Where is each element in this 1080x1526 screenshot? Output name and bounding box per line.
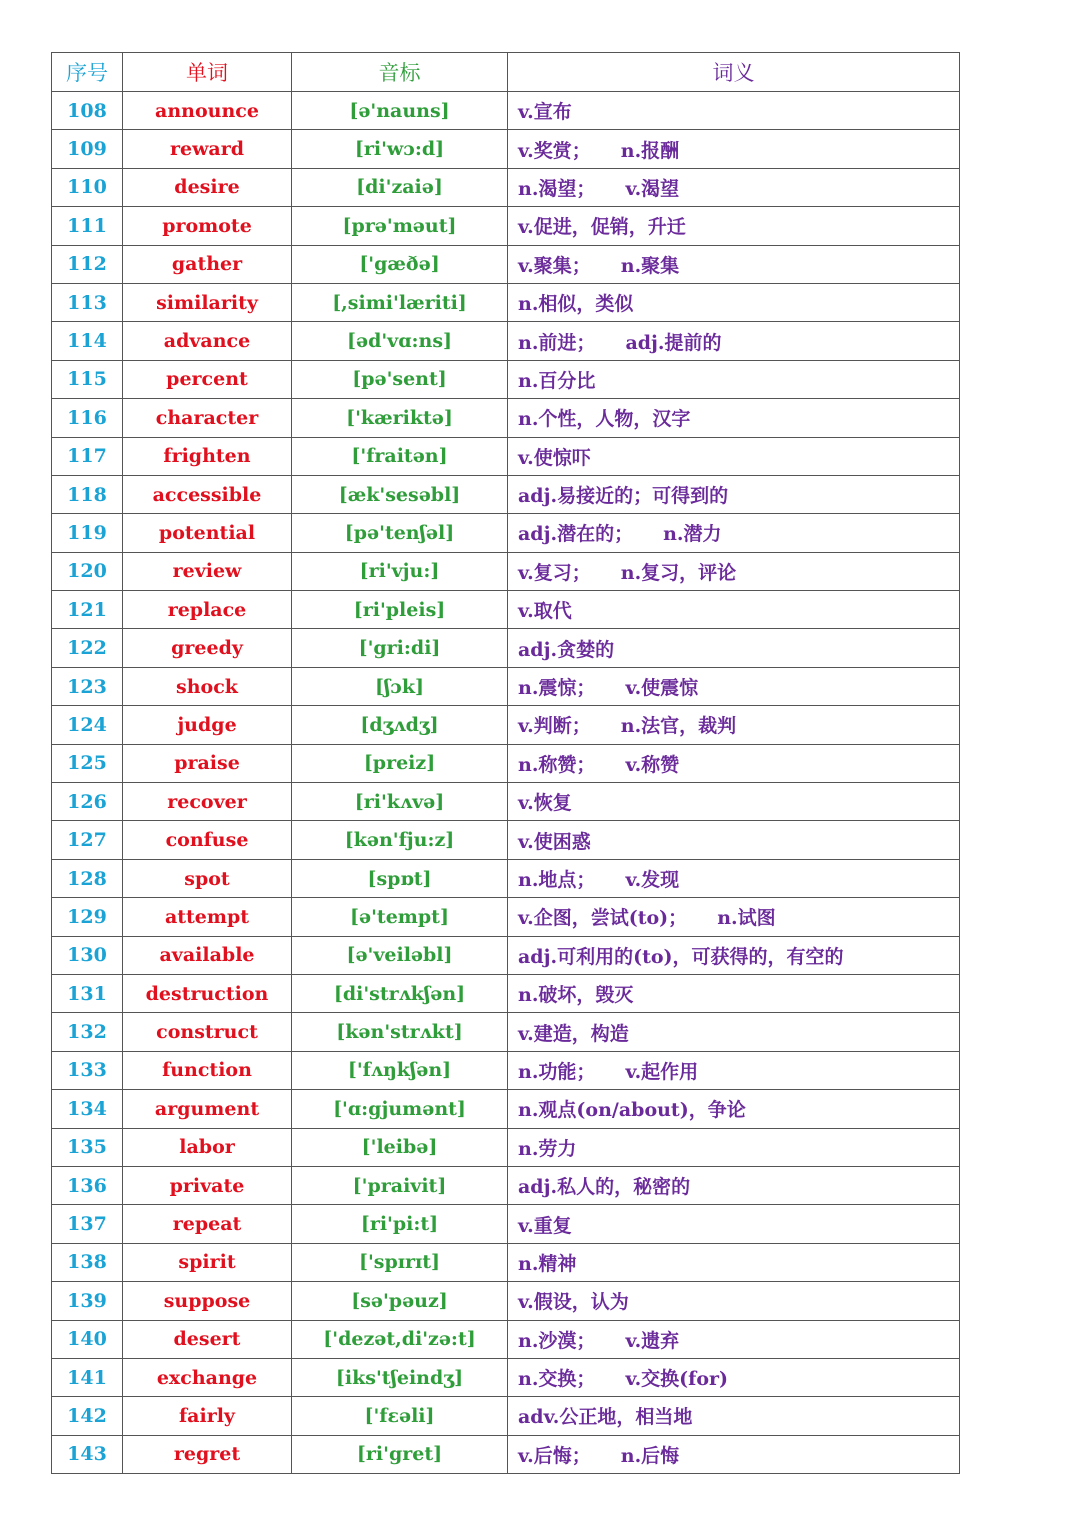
table-row — [52, 399, 960, 437]
table-row — [52, 1205, 960, 1243]
meaning-cell — [508, 322, 960, 360]
meaning-part: n.渴望； — [518, 177, 596, 200]
table-row — [52, 629, 960, 667]
meaning-part: n.潜力 — [663, 523, 722, 546]
word-cell: reward — [123, 130, 292, 168]
row-number: 118 — [52, 475, 123, 513]
phonetic-cell: ['ɑ:gjumənt] — [292, 1090, 508, 1128]
word-cell: shock — [123, 667, 292, 705]
table-row — [52, 1090, 960, 1128]
word-cell: announce — [123, 92, 292, 130]
meaning-part: n.称赞； — [518, 753, 596, 776]
meaning-part: n.劳力 — [518, 1137, 577, 1160]
phonetic-cell: [dʒʌdʒ] — [292, 706, 508, 744]
header-row — [52, 53, 960, 92]
meaning-cell — [508, 1320, 960, 1358]
meaning-cell — [508, 974, 960, 1012]
meaning-cell — [508, 783, 960, 821]
meaning-cell — [508, 475, 960, 513]
word-cell: destruction — [123, 974, 292, 1012]
meaning-part: adj.贪婪的 — [518, 638, 615, 661]
row-number: 129 — [52, 898, 123, 936]
word-cell: argument — [123, 1090, 292, 1128]
phonetic-cell: [kən'strʌkt] — [292, 1013, 508, 1051]
meaning-cell — [508, 1166, 960, 1204]
meaning-part: v.判断； — [518, 715, 591, 738]
meaning-part: n.交换； — [518, 1368, 596, 1391]
meaning-cell — [508, 821, 960, 859]
table-row — [52, 1320, 960, 1358]
meaning-part: adj.可利用的(to)，可获得的，有空的 — [518, 945, 844, 968]
meaning-part: v.假设，认为 — [518, 1291, 629, 1314]
meaning-part: v.发现 — [625, 869, 680, 891]
table-row — [52, 514, 960, 552]
header-word: 单词 — [123, 53, 292, 92]
phonetic-cell: [ə'veiləbl] — [292, 936, 508, 974]
meaning-part: n.个性，人物，汉字 — [518, 408, 691, 431]
phonetic-cell: [ə'nauns] — [292, 92, 508, 130]
meaning-part: n.百分比 — [518, 369, 596, 392]
meaning-part: n.地点； — [518, 869, 596, 891]
word-cell: available — [123, 936, 292, 974]
meaning-cell — [508, 859, 960, 897]
word-cell: replace — [123, 591, 292, 629]
word-cell: desert — [123, 1320, 292, 1358]
word-cell: potential — [123, 514, 292, 552]
word-cell: function — [123, 1051, 292, 1089]
meaning-part: v.恢复 — [518, 792, 572, 815]
header-number: 序号 — [52, 53, 123, 92]
meaning-part: v.宣布 — [518, 101, 572, 124]
row-number: 110 — [52, 168, 123, 206]
meaning-part: n.试图 — [717, 907, 776, 930]
table-row — [52, 1128, 960, 1166]
phonetic-cell: ['spɪrɪt] — [292, 1243, 508, 1281]
word-cell: promote — [123, 207, 292, 245]
row-number: 124 — [52, 706, 123, 744]
table-row — [52, 667, 960, 705]
table-row — [52, 283, 960, 321]
meaning-part: n.沙漠； — [518, 1329, 596, 1352]
meaning-part: v.企图，尝试(to)； — [518, 907, 688, 930]
meaning-cell — [508, 130, 960, 168]
row-number: 125 — [52, 744, 123, 782]
row-number: 133 — [52, 1051, 123, 1089]
word-cell: attempt — [123, 898, 292, 936]
table-row — [52, 130, 960, 168]
phonetic-cell: [spɒt] — [292, 859, 508, 897]
row-number: 109 — [52, 130, 123, 168]
table-row — [52, 591, 960, 629]
table-row — [52, 1243, 960, 1281]
row-number: 142 — [52, 1397, 123, 1435]
word-cell: character — [123, 399, 292, 437]
row-number: 134 — [52, 1090, 123, 1128]
phonetic-cell: [iks'tʃeindʒ] — [292, 1358, 508, 1396]
word-cell: private — [123, 1166, 292, 1204]
header-meaning: 词义 — [508, 53, 960, 92]
row-number: 131 — [52, 974, 123, 1012]
phonetic-cell: ['fraitən] — [292, 437, 508, 475]
meaning-part: v.使震惊 — [625, 677, 699, 700]
row-number: 138 — [52, 1243, 123, 1281]
row-number: 128 — [52, 859, 123, 897]
phonetic-cell: ['praivit] — [292, 1166, 508, 1204]
meaning-part: v.起作用 — [625, 1060, 699, 1083]
row-number: 130 — [52, 936, 123, 974]
phonetic-cell: [əd'vɑ:ns] — [292, 322, 508, 360]
meaning-cell — [508, 1243, 960, 1281]
phonetic-cell: [,simi'læriti] — [292, 283, 508, 321]
phonetic-cell: [ri'pi:t] — [292, 1205, 508, 1243]
table-row — [52, 936, 960, 974]
meaning-cell — [508, 629, 960, 667]
meaning-part: n.后悔 — [620, 1444, 680, 1467]
meaning-cell — [508, 552, 960, 590]
phonetic-cell: [pə'tenʃəl] — [292, 514, 508, 552]
meaning-cell — [508, 1358, 960, 1396]
meaning-cell — [508, 936, 960, 974]
phonetic-cell: [kən'fju:z] — [292, 821, 508, 859]
meaning-cell — [508, 168, 960, 206]
table-header — [52, 53, 960, 92]
table-row — [52, 1013, 960, 1051]
meaning-part: n.相似，类似 — [518, 293, 634, 316]
phonetic-cell: ['fɛəli] — [292, 1397, 508, 1435]
word-cell: confuse — [123, 821, 292, 859]
row-number: 127 — [52, 821, 123, 859]
meaning-part: v.建造，构造 — [518, 1022, 629, 1045]
phonetic-cell: ['leibə] — [292, 1128, 508, 1166]
word-cell: exchange — [123, 1358, 292, 1396]
meaning-cell — [508, 399, 960, 437]
meaning-cell — [508, 1435, 960, 1473]
meaning-part: v.复习； — [518, 561, 591, 584]
table-row — [52, 1166, 960, 1204]
row-number: 108 — [52, 92, 123, 130]
word-cell: similarity — [123, 283, 292, 321]
meaning-part: n.报酬 — [620, 139, 680, 162]
table-row — [52, 706, 960, 744]
meaning-part: v.后悔； — [518, 1444, 591, 1467]
meaning-cell — [508, 245, 960, 283]
table-row — [52, 92, 960, 130]
phonetic-cell: [ri'kʌvə] — [292, 783, 508, 821]
table-row — [52, 898, 960, 936]
table-row — [52, 475, 960, 513]
meaning-part: adj.私人的，秘密的 — [518, 1176, 691, 1199]
phonetic-cell: ['gæðə] — [292, 245, 508, 283]
word-cell: accessible — [123, 475, 292, 513]
meaning-part: v.奖赏； — [518, 139, 591, 162]
phonetic-cell: [pə'sent] — [292, 360, 508, 398]
word-cell: desire — [123, 168, 292, 206]
row-number: 121 — [52, 591, 123, 629]
word-cell: regret — [123, 1435, 292, 1473]
word-cell: review — [123, 552, 292, 590]
table-row — [52, 322, 960, 360]
meaning-cell — [508, 92, 960, 130]
meaning-part: v.使惊吓 — [518, 446, 591, 469]
row-number: 140 — [52, 1320, 123, 1358]
row-number: 137 — [52, 1205, 123, 1243]
meaning-part: v.促进，促销，升迁 — [518, 216, 686, 239]
word-cell: construct — [123, 1013, 292, 1051]
phonetic-cell: ['dezət,di'zə:t] — [292, 1320, 508, 1358]
row-number: 135 — [52, 1128, 123, 1166]
table-row — [52, 207, 960, 245]
phonetic-cell: [ri'pleis] — [292, 591, 508, 629]
table-row — [52, 360, 960, 398]
table-row — [52, 437, 960, 475]
meaning-part: adv.公正地，相当地 — [518, 1406, 693, 1429]
meaning-cell — [508, 591, 960, 629]
word-cell: spirit — [123, 1243, 292, 1281]
vocabulary-table — [51, 52, 960, 1474]
table-row — [52, 783, 960, 821]
meaning-cell — [508, 706, 960, 744]
meaning-cell — [508, 283, 960, 321]
phonetic-cell: [ʃɔk] — [292, 667, 508, 705]
meaning-part: v.重复 — [518, 1214, 572, 1237]
meaning-cell — [508, 1282, 960, 1320]
row-number: 122 — [52, 629, 123, 667]
meaning-part: v.交换(for) — [625, 1368, 729, 1391]
meaning-cell — [508, 1090, 960, 1128]
row-number: 123 — [52, 667, 123, 705]
table-row — [52, 1397, 960, 1435]
meaning-part: adj.提前的 — [625, 331, 722, 354]
phonetic-cell: [di'strʌkʃən] — [292, 974, 508, 1012]
word-cell: suppose — [123, 1282, 292, 1320]
row-number: 139 — [52, 1282, 123, 1320]
meaning-part: v.遗弃 — [625, 1329, 680, 1352]
meaning-cell — [508, 898, 960, 936]
word-cell: frighten — [123, 437, 292, 475]
meaning-cell — [508, 744, 960, 782]
row-number: 132 — [52, 1013, 123, 1051]
phonetic-cell: [ri'gret] — [292, 1435, 508, 1473]
meaning-part: adj.潜在的； — [518, 523, 634, 546]
table-row — [52, 1435, 960, 1473]
meaning-part: v.聚集； — [518, 254, 591, 277]
table-row — [52, 859, 960, 897]
meaning-cell — [508, 1128, 960, 1166]
word-cell: spot — [123, 859, 292, 897]
word-cell: judge — [123, 706, 292, 744]
meaning-part: n.观点(on/about)，争论 — [518, 1099, 746, 1122]
row-number: 114 — [52, 322, 123, 360]
meaning-part: n.复习，评论 — [620, 561, 737, 584]
table-row — [52, 974, 960, 1012]
row-number: 141 — [52, 1358, 123, 1396]
meaning-part: n.震惊； — [518, 677, 596, 700]
phonetic-cell: [prə'məut] — [292, 207, 508, 245]
meaning-part: v.使困惑 — [518, 830, 591, 853]
table-body — [52, 92, 960, 1474]
meaning-part: n.破坏，毁灭 — [518, 984, 634, 1007]
table-row — [52, 821, 960, 859]
row-number: 113 — [52, 283, 123, 321]
meaning-cell — [508, 1051, 960, 1089]
meaning-part: n.聚集 — [620, 254, 680, 277]
table-row — [52, 552, 960, 590]
header-phonetic: 音标 — [292, 53, 508, 92]
meaning-cell — [508, 1397, 960, 1435]
phonetic-cell: [sə'pəuz] — [292, 1282, 508, 1320]
row-number: 120 — [52, 552, 123, 590]
meaning-part: n.功能； — [518, 1060, 596, 1083]
meaning-cell — [508, 667, 960, 705]
table-row — [52, 168, 960, 206]
phonetic-cell: [ri'wɔ:d] — [292, 130, 508, 168]
row-number: 119 — [52, 514, 123, 552]
phonetic-cell: [di'zaiə] — [292, 168, 508, 206]
word-cell: fairly — [123, 1397, 292, 1435]
meaning-part: v.称赞 — [625, 753, 680, 776]
table-row — [52, 245, 960, 283]
phonetic-cell: ['fʌŋkʃən] — [292, 1051, 508, 1089]
word-cell: advance — [123, 322, 292, 360]
row-number: 111 — [52, 207, 123, 245]
phonetic-cell: ['kæriktə] — [292, 399, 508, 437]
word-cell: gather — [123, 245, 292, 283]
meaning-part: n.精神 — [518, 1252, 577, 1275]
meaning-cell — [508, 207, 960, 245]
meaning-part: adj.易接近的；可得到的 — [518, 485, 729, 508]
phonetic-cell: [æk'sesəbl] — [292, 475, 508, 513]
row-number: 115 — [52, 360, 123, 398]
row-number: 143 — [52, 1435, 123, 1473]
table-row — [52, 744, 960, 782]
phonetic-cell: [ri'vju:] — [292, 552, 508, 590]
meaning-cell — [508, 1205, 960, 1243]
phonetic-cell: [preiz] — [292, 744, 508, 782]
meaning-cell — [508, 360, 960, 398]
meaning-part: v.取代 — [518, 600, 572, 623]
row-number: 116 — [52, 399, 123, 437]
row-number: 136 — [52, 1166, 123, 1204]
meaning-part: n.法官，裁判 — [620, 715, 737, 738]
meaning-cell — [508, 514, 960, 552]
phonetic-cell: ['gri:di] — [292, 629, 508, 667]
word-cell: labor — [123, 1128, 292, 1166]
table-row — [52, 1051, 960, 1089]
meaning-cell — [508, 437, 960, 475]
word-cell: percent — [123, 360, 292, 398]
meaning-part: v.渴望 — [625, 177, 680, 200]
meaning-cell — [508, 1013, 960, 1051]
meaning-part: n.前进； — [518, 331, 596, 354]
word-cell: greedy — [123, 629, 292, 667]
word-cell: praise — [123, 744, 292, 782]
phonetic-cell: [ə'tempt] — [292, 898, 508, 936]
word-cell: recover — [123, 783, 292, 821]
row-number: 112 — [52, 245, 123, 283]
table-row — [52, 1358, 960, 1396]
word-cell: repeat — [123, 1205, 292, 1243]
row-number: 117 — [52, 437, 123, 475]
row-number: 126 — [52, 783, 123, 821]
table-row — [52, 1282, 960, 1320]
